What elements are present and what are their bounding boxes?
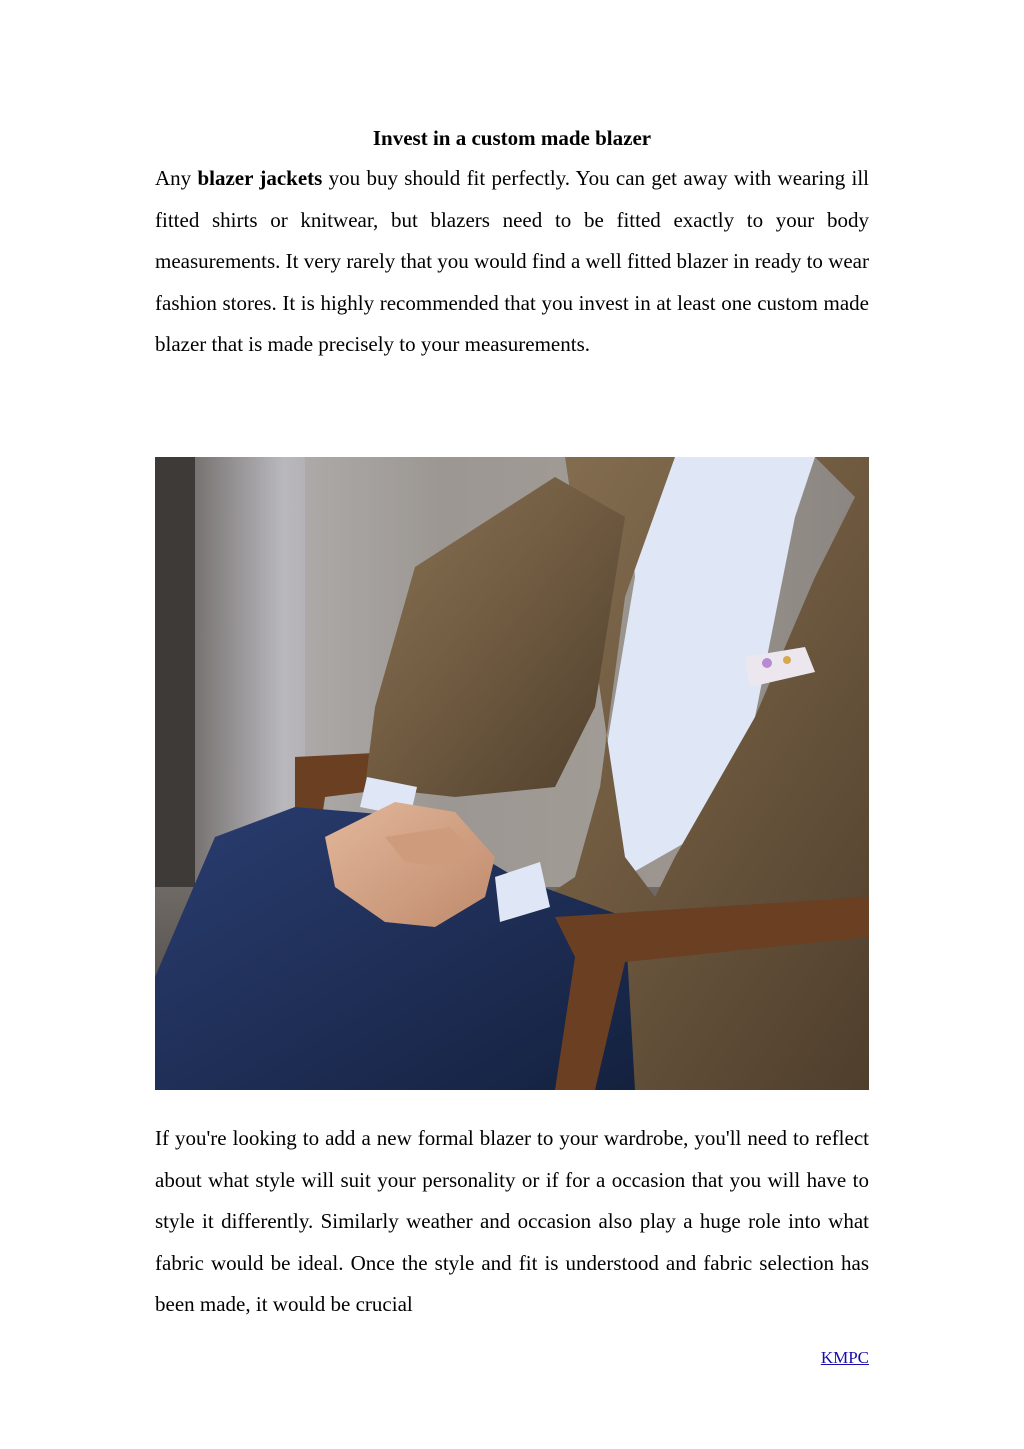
article-bottom — [155, 1118, 869, 1326]
intro-suffix: you buy should fit perfectly. You can get away with wearing ill fitted shirts or knitwear, but blazers need to be fitted exactly to your body measurements. It very rarely that you would find a well fitted blazer in ready to wear fashion stores. It is highly recommended that you invest in at least one custom made blazer that is made precisely to your measurements. — [155, 166, 869, 357]
intro-paragraph — [155, 158, 869, 366]
body-paragraph: If you're looking to add a new formal blazer to your wardrobe, you'll need to reflect about what style will suit your personality or if for a occasion that you will have to style it differently. Similarly weather and occasion also play a huge role into what fabric would be ideal. Once the style and fit is understood and fabric selection has been made, it would be crucial — [155, 1126, 869, 1317]
article-title: Invest in a custom made blazer — [372, 126, 652, 150]
blazer-photo — [155, 457, 869, 1090]
intro-prefix: Any — [155, 166, 198, 190]
kmpc-link[interactable]: KMPC — [820, 1348, 869, 1367]
blazer-jackets-keyword: blazer jackets — [197, 166, 323, 190]
blazer-photo-illustration — [155, 457, 869, 1090]
article-top — [155, 118, 869, 366]
